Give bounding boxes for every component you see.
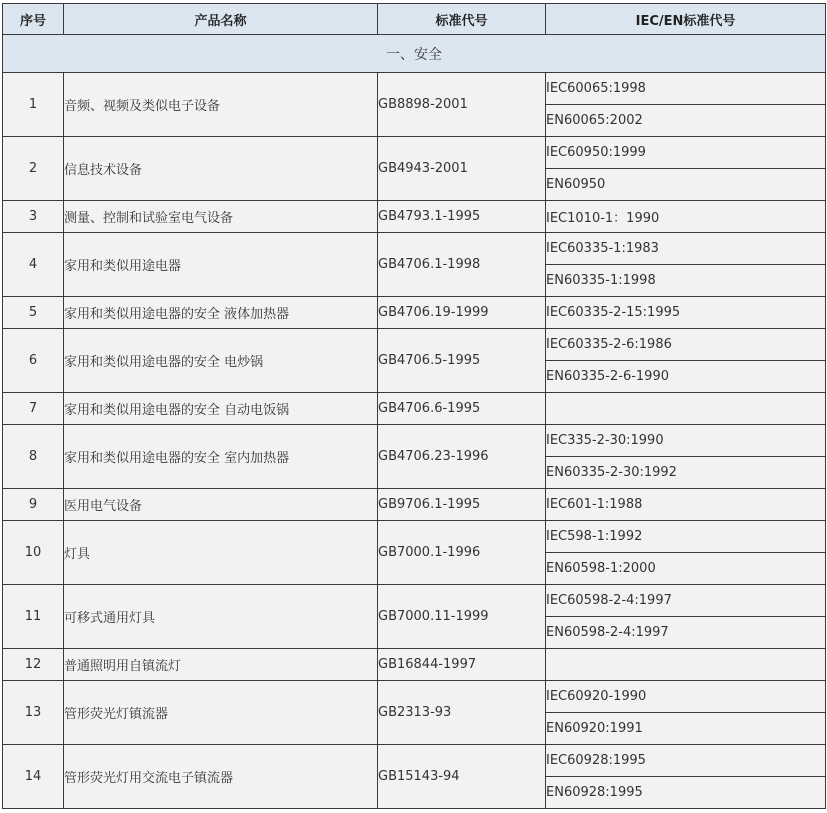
row-iec-en-code: EN60598-1:2000 [546, 553, 826, 585]
row-product-name: 灯具 [64, 521, 378, 585]
row-standard-code: GB4706.19-1999 [378, 297, 546, 329]
row-standard-code: GB7000.1-1996 [378, 521, 546, 585]
row-no: 9 [3, 489, 64, 521]
row-iec-en-code: IEC60335-2-15:1995 [546, 297, 826, 329]
table-row [3, 745, 826, 777]
row-product-name: 普通照明用自镇流灯 [64, 649, 378, 681]
header-iec-en-code: IEC/EN标准代号 [546, 4, 826, 35]
row-product-name: 家用和类似用途电器 [64, 233, 378, 297]
row-no: 6 [3, 329, 64, 393]
row-standard-code: GB15143-94 [378, 745, 546, 809]
row-product-name: 管形荧光灯镇流器 [64, 681, 378, 745]
row-standard-code: GB16844-1997 [378, 649, 546, 681]
standards-table [2, 3, 826, 809]
row-iec-en-code [546, 393, 826, 425]
row-iec-en-code: IEC60950:1999 [546, 137, 826, 169]
row-no: 13 [3, 681, 64, 745]
header-no: 序号 [3, 4, 64, 35]
row-iec-en-code: IEC335-2-30:1990 [546, 425, 826, 457]
table-row [3, 489, 826, 521]
row-iec-en-code: IEC60920-1990 [546, 681, 826, 713]
row-no: 12 [3, 649, 64, 681]
table-row [3, 425, 826, 457]
row-product-name: 家用和类似用途电器的安全 自动电饭锅 [64, 393, 378, 425]
row-standard-code: GB4706.1-1998 [378, 233, 546, 297]
row-no: 1 [3, 73, 64, 137]
row-product-name: 家用和类似用途电器的安全 室内加热器 [64, 425, 378, 489]
table-row [3, 521, 826, 553]
row-iec-en-code: EN60335-2-6-1990 [546, 361, 826, 393]
row-no: 11 [3, 585, 64, 649]
row-product-name: 家用和类似用途电器的安全 电炒锅 [64, 329, 378, 393]
table-row [3, 681, 826, 713]
row-no: 10 [3, 521, 64, 585]
row-product-name: 可移式通用灯具 [64, 585, 378, 649]
header-row [3, 4, 826, 35]
row-iec-en-code: IEC60928:1995 [546, 745, 826, 777]
row-standard-code: GB7000.11-1999 [378, 585, 546, 649]
row-product-name: 管形荧光灯用交流电子镇流器 [64, 745, 378, 809]
row-product-name: 音频、视频及类似电子设备 [64, 73, 378, 137]
row-standard-code: GB2313-93 [378, 681, 546, 745]
table-row [3, 649, 826, 681]
row-standard-code: GB9706.1-1995 [378, 489, 546, 521]
row-product-name: 医用电气设备 [64, 489, 378, 521]
header-standard-code: 标准代号 [378, 4, 546, 35]
table-row [3, 73, 826, 105]
row-iec-en-code [546, 649, 826, 681]
header-product-name: 产品名称 [64, 4, 378, 35]
table-row [3, 201, 826, 233]
row-iec-en-code: IEC60598-2-4:1997 [546, 585, 826, 617]
row-iec-en-code: EN60950 [546, 169, 826, 201]
row-no: 8 [3, 425, 64, 489]
row-iec-en-code: IEC60065:1998 [546, 73, 826, 105]
row-iec-en-code: IEC1010-1：1990 [546, 201, 826, 233]
row-iec-en-code: EN60920:1991 [546, 713, 826, 745]
row-iec-en-code: EN60335-2-30:1992 [546, 457, 826, 489]
table-row [3, 393, 826, 425]
row-iec-en-code: IEC601-1:1988 [546, 489, 826, 521]
row-no: 5 [3, 297, 64, 329]
row-iec-en-code: IEC598-1:1992 [546, 521, 826, 553]
row-standard-code: GB4943-2001 [378, 137, 546, 201]
row-standard-code: GB8898-2001 [378, 73, 546, 137]
table-row [3, 585, 826, 617]
section-row [3, 35, 826, 73]
row-product-name: 信息技术设备 [64, 137, 378, 201]
row-iec-en-code: EN60928:1995 [546, 777, 826, 809]
row-no: 14 [3, 745, 64, 809]
row-standard-code: GB4706.5-1995 [378, 329, 546, 393]
row-iec-en-code: EN60065:2002 [546, 105, 826, 137]
table-row [3, 233, 826, 265]
row-standard-code: GB4706.23-1996 [378, 425, 546, 489]
row-product-name: 测量、控制和试验室电气设备 [64, 201, 378, 233]
row-no: 2 [3, 137, 64, 201]
row-no: 3 [3, 201, 64, 233]
row-iec-en-code: IEC60335-1:1983 [546, 233, 826, 265]
row-iec-en-code: EN60335-1:1998 [546, 265, 826, 297]
table-row [3, 297, 826, 329]
row-no: 7 [3, 393, 64, 425]
row-iec-en-code: IEC60335-2-6:1986 [546, 329, 826, 361]
row-product-name: 家用和类似用途电器的安全 液体加热器 [64, 297, 378, 329]
row-iec-en-code: EN60598-2-4:1997 [546, 617, 826, 649]
row-no: 4 [3, 233, 64, 297]
table-row [3, 137, 826, 169]
section-title: 一、安全 [3, 35, 826, 73]
table-row [3, 329, 826, 361]
row-standard-code: GB4706.6-1995 [378, 393, 546, 425]
row-standard-code: GB4793.1-1995 [378, 201, 546, 233]
